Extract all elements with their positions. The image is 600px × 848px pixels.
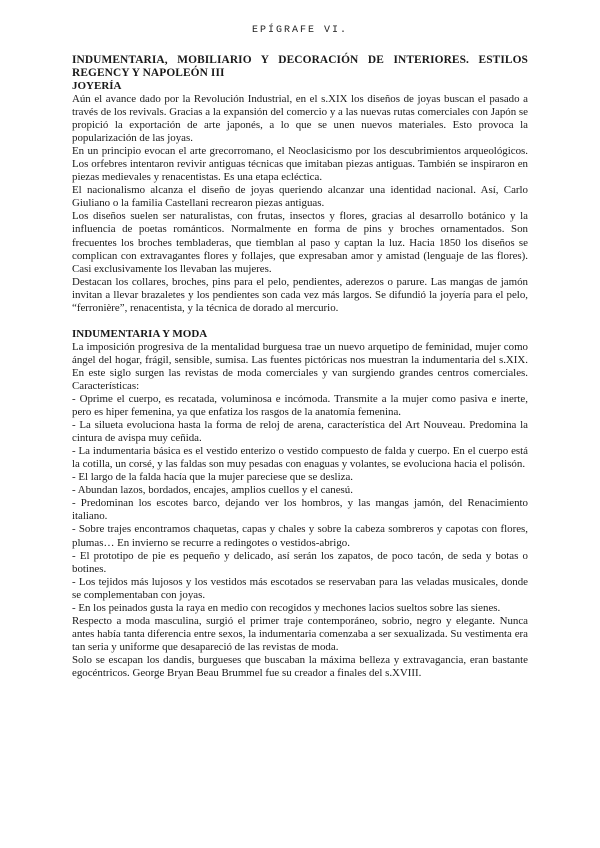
list-item: - Sobre trajes encontramos chaquetas, capas y chales y sobre la cabeza sombreros y capotas con flores, plumas… En invierno se recurre a redingotes o vestidos-abrigo. — [72, 523, 528, 549]
list-item: - El largo de la falda hacía que la mujer pareciese que se desliza. — [72, 471, 354, 484]
paragraph: En un principio evocan el arte grecorromano, el Neoclasicismo por los descubrimientos arqueológicos. Los orfebres intentaron revivir antiguas técnicas que imitaban piezas antiguas. También se inspiraron en piezas medievales y renacentistas. Es una etapa ecléctica. — [72, 145, 528, 184]
list-item: - Los tejidos más lujosos y los vestidos más escotados se reservaban para las veladas musicales, donde se complementaban con joyas. — [72, 575, 528, 601]
section-indumentaria — [72, 328, 528, 680]
list-item: - El prototipo de pie es pequeño y delicado, así serán los zapatos, de poco tacón, de seda y botas o botines. — [72, 549, 528, 575]
page-header: EPÍGRAFE VI. — [251, 25, 348, 36]
list-item: - Abundan lazos, bordados, encajes, amplios cuellos y el canesú. — [72, 484, 353, 497]
list-item: - La silueta evoluciona hasta la forma de reloj de arena, característica del Art Nouveau. Predomina la cintura de avispa muy ceñida. — [72, 419, 528, 445]
paragraph: La imposición progresiva de la mentalidad burguesa trae un nuevo arquetipo de feminidad, mujer como ángel del hogar, frágil, sensible, sumisa. Las fuentes pictóricas nos muestran la indumentaria del s.XIX. En este siglo surgen las revistas de moda comerciales y van surgiendo grandes centros comerciales. Características: — [72, 340, 528, 392]
paragraph: Los diseños suelen ser naturalistas, con frutas, insectos y flores, gracias al desarrollo botánico y la influencia de poetas románticos. Normalmente en forma de pins y broches ornamentados. Son frecuentes los broches tembladeras, que tiemblan al paso y captan la luz. Hacia 1850 los diseños se complican con extravagantes flores y follajes, que expresaban amor y amistad (lenguaje de las flores). Casi exclusivamente los llevaban las mujeres. — [72, 210, 528, 275]
paragraph: Destacan los collares, broches, pins para el pelo, pendientes, aderezos o parure. Las mangas de jamón invitan a llevar brazaletes y los pendientes son cada vez más largos. Se difundió la joyería para el pelo, “ferronière”, renacentista, y la técnica de dorado al mercurio. — [72, 275, 528, 314]
document-title: INDUMENTARIA, MOBILIARIO Y DECORACIÓN DE INTERIORES. ESTILOS REGENCY Y NAPOLEÓN III — [72, 54, 528, 79]
list-item: - La indumentaria básica es el vestido enterizo o vestido compuesto de falda y cuerpo. En el cuerpo está la cotilla, un corsé, y las faldas son muy pesadas con enaguas y volantes, se evoluciona hacia el polisón. — [72, 445, 528, 471]
paragraph: El nacionalismo alcanza el diseño de joyas queriendo alcanzar una identidad nacional. Así, Carlo Giuliano o la familia Castellani recrearon piezas antiguas. — [72, 184, 528, 210]
section-spacer — [72, 315, 528, 328]
list-item: - Predominan los escotes barco, dejando ver los hombros, y las mangas jamón, del Renacimiento italiano. — [72, 497, 528, 523]
paragraph: Respecto a moda masculina, surgió el primer traje contemporáneo, sobrio, negro y elegante. Nunca antes había tanta diferencia entre sexos, la indumentaria comenzaba a ser sexualizada. Su vestimenta era tan seria y uniforme que desapareció de las revistas de moda. — [72, 614, 528, 653]
page-content — [72, 54, 528, 680]
list-item: - En los peinados gusta la raya en medio con recogidos y mechones lacios sueltos sobre las sienes. — [72, 601, 501, 614]
section-heading-indumentaria: INDUMENTARIA Y MODA — [72, 327, 208, 340]
section-joyeria — [72, 80, 528, 315]
paragraph: Aún el avance dado por la Revolución Industrial, en el s.XIX los diseños de joyas buscan el pasado a través de los revivals. Gracias a la expansión del comercio y a las nuevas rutas comerciales con Japón se propició la exportación de arte japonés, a lo que se unen nuevos materiales. Esto provoca la popularización de las joyas. — [72, 93, 528, 145]
paragraph: Solo se escapan los dandis, burgueses que buscaban la máxima belleza y extravagancia, eran bastante egocéntricos. George Bryan Beau Brummel fue su creador a finales del s.XVIII. — [72, 653, 528, 679]
list-item: - Oprime el cuerpo, es recatada, voluminosa e incómoda. Transmite a la mujer como pasiva e inerte, pero es hiper femenina, ya que enfatiza los rasgos de la anatomía femenina. — [72, 392, 528, 419]
section-heading-joyeria: JOYERÍA — [72, 80, 122, 92]
